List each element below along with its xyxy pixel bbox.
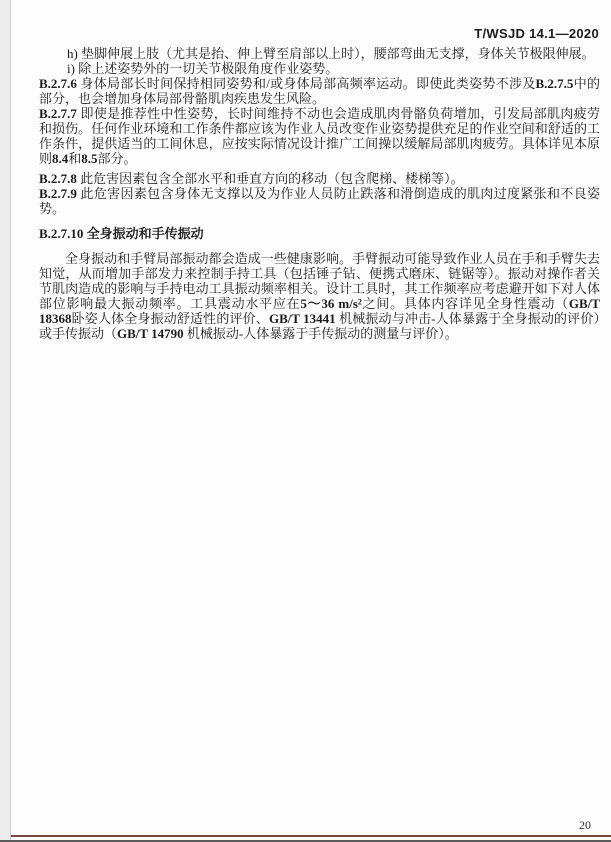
clause-paragraph-b278: B.2.7.8 此危害因素包含全部水平和垂直方向的移动（包含爬梯、楼梯等）。 (39, 171, 464, 186)
clause-heading-b2710: B.2.7.10 全身振动和手传振动 (39, 226, 204, 241)
clause-paragraph-b277: B.2.7.7 即使是推荐性中性姿势，长时间维持不动也会造成肌肉骨骼负荷增加，引发局部肌肉疲劳和损伤。任何作业环境和工作条件都应该为作业人员改变作业姿势提供充足的作业空间和舒适的工作条件，提供适当的工间休息，应按实际情况设计推广工间操以缓解局部肌肉疲劳。具体详见本原则8.4和8.5部分。 (39, 106, 600, 166)
page-content (39, 46, 600, 341)
page-number: 20 (579, 818, 591, 832)
clause-paragraph-b279: B.2.7.9 此危害因素包含身体无支撑以及为作业人员防止跌落和滑倒造成的肌肉过度紧张和不良姿势。 (39, 186, 600, 216)
document-page (10, 0, 611, 842)
list-item-i: i) 除上述姿势外的一切关节极限角度作业姿势。 (67, 61, 339, 76)
footer-rule-line (11, 835, 611, 837)
vibration-paragraph: 全身振动和手臂局部振动都会造成一些健康影响。手臂振动可能导致作业人员在手和手臂失去知觉，从而增加手部发力来控制手持工具（包括锤子钻、便携式磨床、链锯等）。振动对操作者关节肌肉造成的影响与手持电动工具振动频率相关。设计工具时，其工作频率应考虑避开如下对人体部位影响最大振动频率。工具震动水平应在5～36 m/s²之间。具体内容详见全身性震动（GB/T 18368卧姿人体全身振动舒适性的评价、GB/T 13441 机械振动与冲击-人体暴露于全身振动的评价）或手传振动（GB/T 14790 机械振动-人体暴露于手传振动的测量与评价）。 (39, 251, 600, 341)
standard-number-header: T/WSJD 14.1—2020 (474, 26, 599, 41)
clause-paragraph-b276: B.2.7.6 身体局部长时间保持相同姿势和/或身体局部高频率运动。即使此类姿势不涉及B.2.7.5中的部分，也会增加身体局部骨骼肌肉疾患发生风险。 (39, 76, 600, 106)
list-item-h: h) 垫脚伸展上肢（尤其是抬、伸上臂至肩部以上时），腰部弯曲无支撑，身体关节极限伸展。 (67, 46, 595, 61)
